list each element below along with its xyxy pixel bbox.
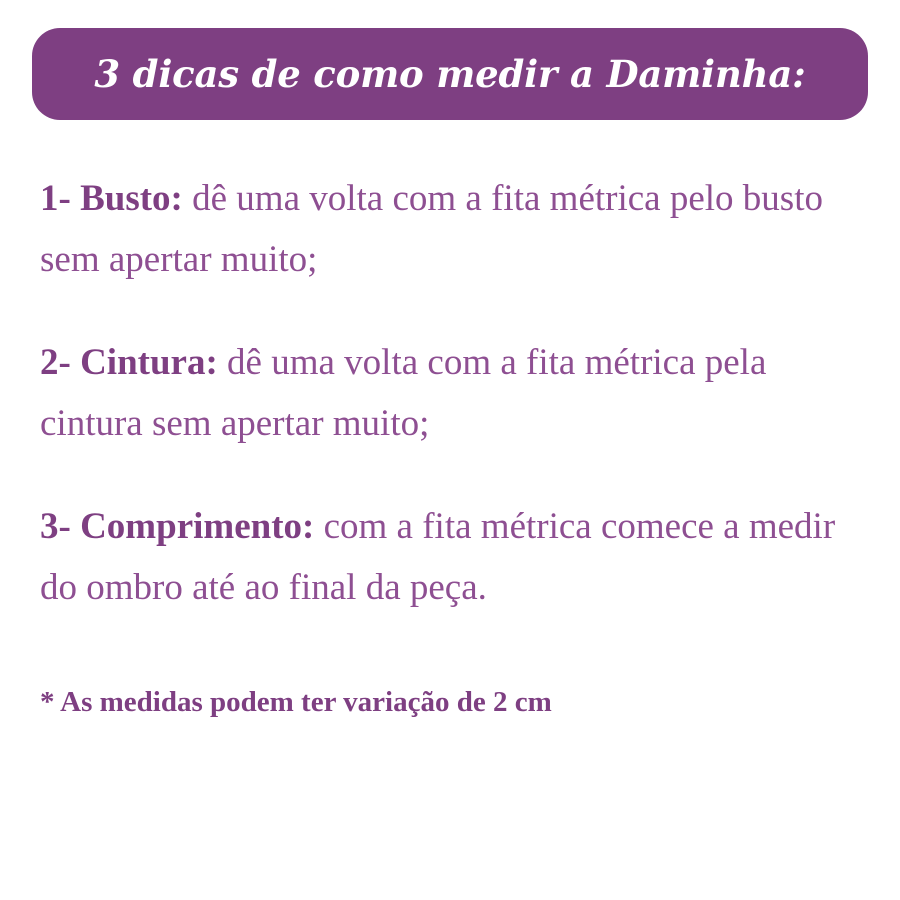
list-item [40, 168, 862, 290]
list-item [40, 332, 862, 454]
footnote: * As medidas podem ter variação de 2 cm [40, 686, 552, 719]
tip-text-comprimento: com a fita métrica comece a medir do ombro até ao final da peça. [40, 506, 836, 609]
tip-text-cintura: dê uma volta com a fita métrica pela cintura sem apertar muito; [40, 342, 767, 445]
tip-label-comprimento: 3- Comprimento: [40, 506, 315, 548]
tips-list [30, 168, 870, 618]
page-title: 3 dicas de como medir a Daminha: [94, 52, 806, 96]
list-item [40, 496, 862, 618]
tip-label-busto: 1- Busto: [40, 178, 183, 219]
tip-text-busto: dê uma volta com a fita métrica pelo busto sem apertar muito; [40, 178, 823, 281]
tip-label-cintura: 2- Cintura: [40, 342, 218, 384]
header-banner [32, 28, 868, 120]
